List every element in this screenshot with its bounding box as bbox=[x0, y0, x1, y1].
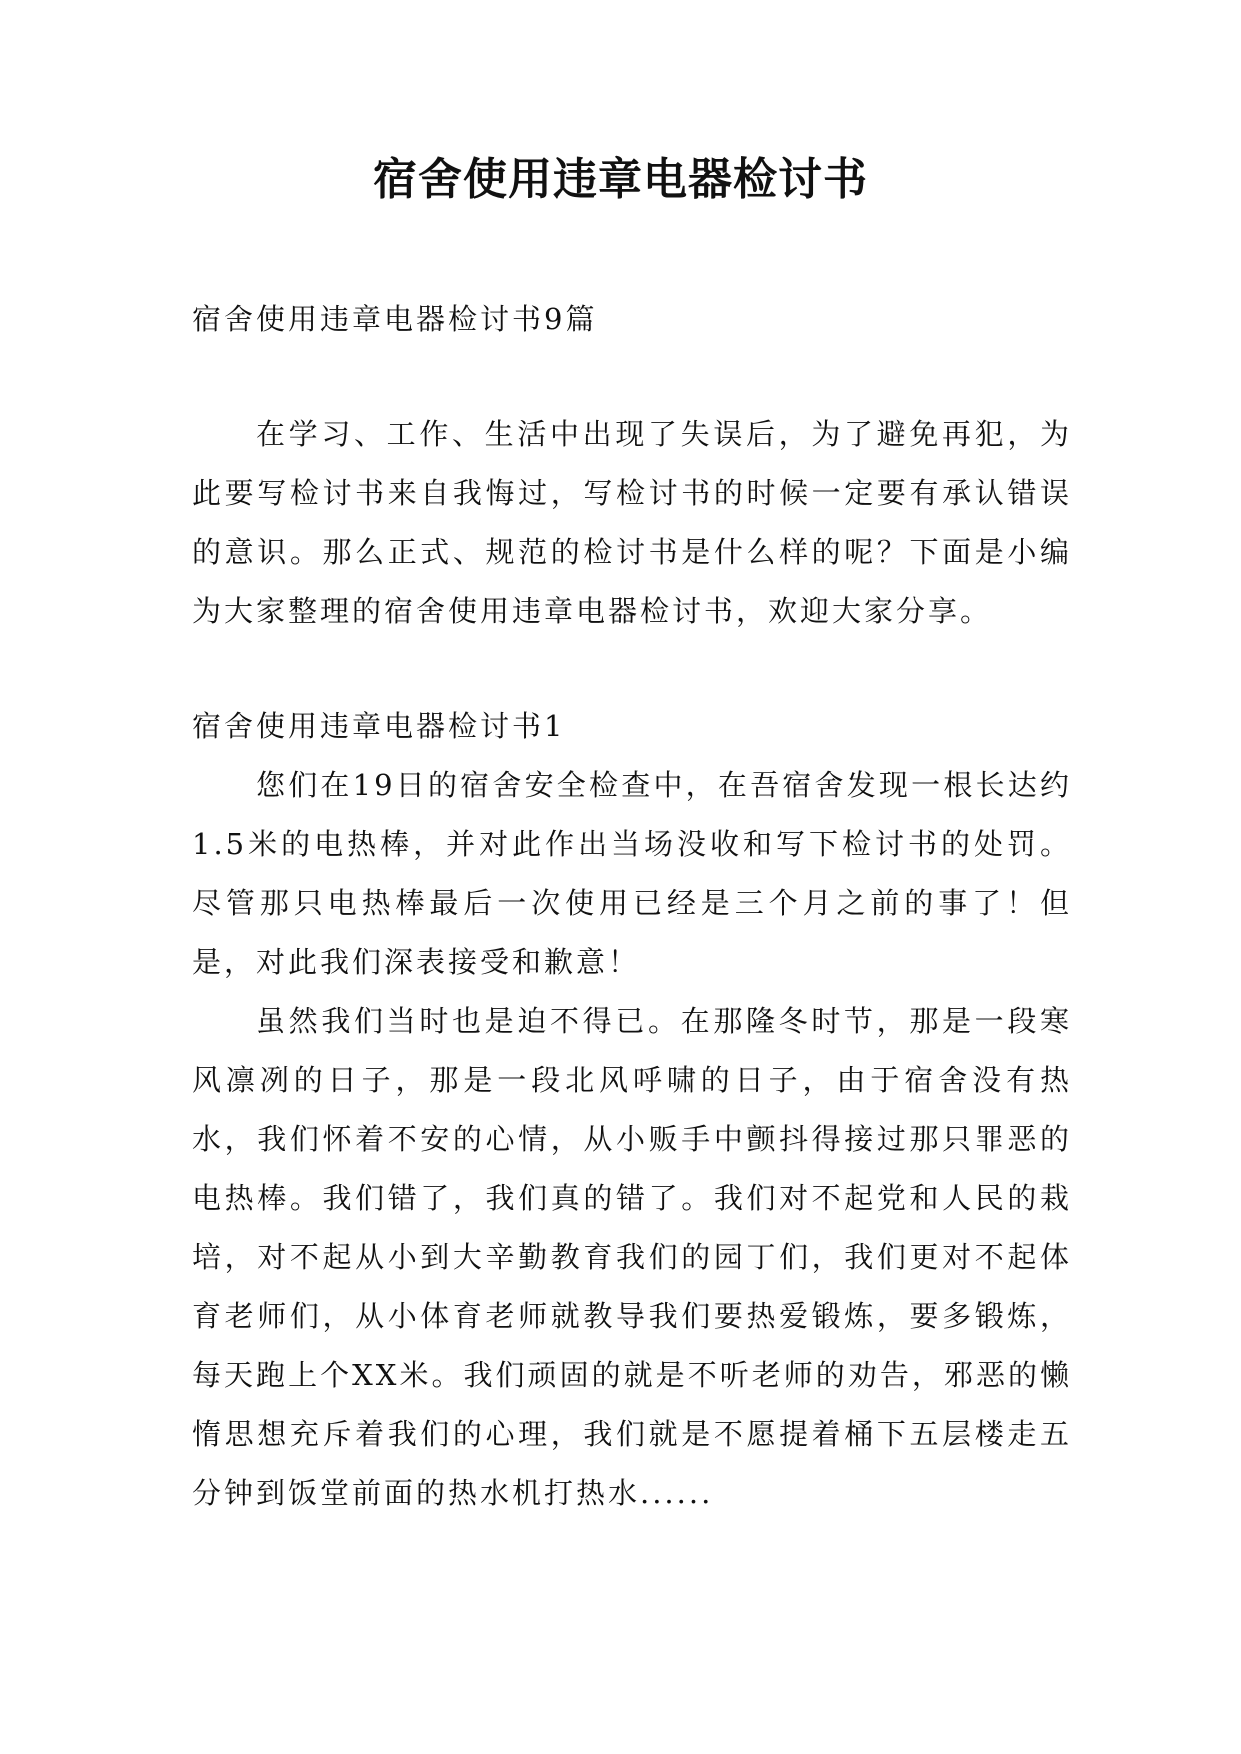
section-heading: 宿舍使用违章电器检讨书1 bbox=[192, 709, 566, 743]
document-body bbox=[192, 290, 1072, 1523]
body-paragraph: 您们在19日的宿舍安全检查中，在吾宿舍发现一根长达约1.5米的电热棒，并对此作出当场没收和写下检讨书的处罚。尽管那只电热棒最后一次使用已经是三个月之前的事了！但是，对此我们深表接受和歉意！ bbox=[192, 768, 1072, 979]
document-title: 宿舍使用违章电器检讨书 bbox=[373, 154, 868, 205]
intro-paragraph: 在学习、工作、生活中出现了失误后，为了避免再犯，为此要写检讨书来自我悔过，写检讨书的时候一定要有承认错误的意识。那么正式、规范的检讨书是什么样的呢？下面是小编为大家整理的宿舍使用违章电器检讨书，欢迎大家分享。 bbox=[192, 417, 1072, 628]
document-subtitle: 宿舍使用违章电器检讨书9篇 bbox=[192, 302, 598, 336]
body-paragraph: 虽然我们当时也是迫不得已。在那隆冬时节，那是一段寒风凛冽的日子，那是一段北风呼啸的日子，由于宿舍没有热水，我们怀着不安的心情，从小贩手中颤抖得接过那只罪恶的电热棒。我们错了，我们真的错了。我们对不起党和人民的栽培，对不起从小到大辛勤教育我们的园丁们，我们更对不起体育老师们，从小体育老师就教导我们要热爱锻炼，要多锻炼，每天跑上个XX米。我们顽固的就是不听老师的劝告，邪恶的懒惰思想充斥着我们的心理，我们就是不愿提着桶下五层楼走五分钟到饭堂前面的热水机打热水...... bbox=[192, 1004, 1072, 1510]
